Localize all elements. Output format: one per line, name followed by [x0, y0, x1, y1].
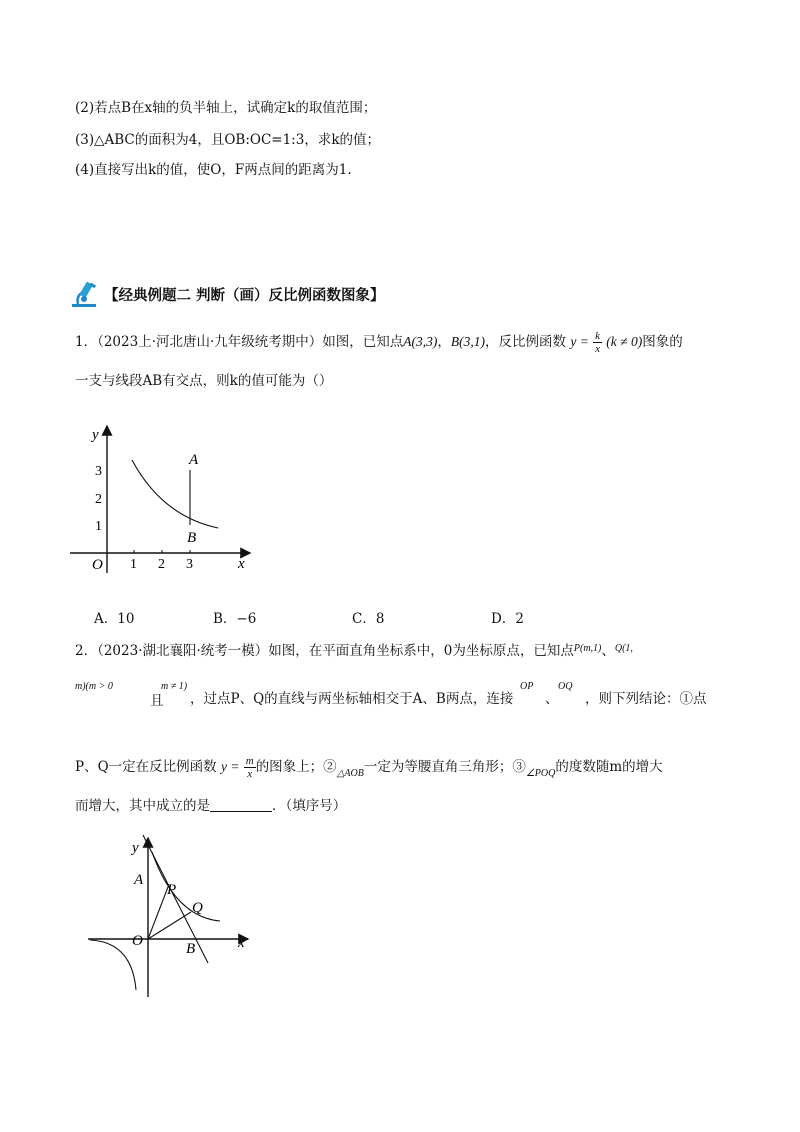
line-3-mid-2: 一定为等腰直角三角形；③: [363, 759, 526, 775]
and-word: 且: [150, 693, 164, 709]
x-tick-label-1: 1: [130, 557, 137, 572]
segment-oq: OQ: [558, 681, 573, 692]
triangle-aob: △AOB: [336, 768, 364, 779]
point-p-label: P: [167, 882, 177, 898]
fraction-numerator-2: m: [245, 755, 254, 767]
option-b: B．−6: [213, 611, 257, 627]
line-3-end: 的度数随m的增大: [555, 759, 663, 775]
question-4-text: (4)直接写出k的值，使O，F两点间的距离为1.: [75, 162, 352, 178]
point-a-label-2: A: [134, 872, 144, 888]
microscope-icon: [70, 279, 100, 309]
problem-2-line-3: [75, 755, 663, 783]
fraction-denominator: x: [595, 343, 600, 355]
segment-op-line: [148, 887, 168, 939]
point-a-coord: A(3,3): [403, 334, 438, 349]
separator-2: 、: [545, 691, 559, 707]
y-tick-label-2: 2: [95, 492, 102, 507]
point-q-label: Q: [192, 900, 203, 916]
fraction-denominator-2: x: [247, 768, 253, 780]
problem-2-source: 2．（2023·湖北襄阳·统考一模）如图，在平面直角坐标系中，0为坐标原点，已知点: [75, 643, 574, 659]
x-axis-label: x: [238, 556, 245, 572]
separator: 、: [601, 643, 615, 659]
point-b-label-2: B: [186, 941, 196, 957]
problem-1-graph: [70, 418, 260, 578]
point-q-coord: Q(1,: [614, 643, 633, 654]
x-axis-label-2: x: [238, 935, 245, 951]
fraction-numerator: k: [595, 330, 600, 342]
line-4-end: ．（填序号）: [272, 798, 347, 814]
y-tick-label-3: 3: [95, 464, 102, 479]
function-fraction-2: [244, 755, 256, 780]
line-3-mid: 的图象上；②: [255, 759, 337, 775]
conclusion-intro: ，则下列结论：①点: [585, 691, 707, 707]
x-tick-label-3: 3: [186, 557, 193, 572]
line-4-start: 而增大，其中成立的是: [75, 798, 210, 814]
x-tick-label-2: 2: [158, 557, 165, 572]
problem-1-mid: ，反比例函数: [485, 334, 567, 350]
y-axis-label: y: [92, 427, 99, 443]
function-y: y =: [570, 334, 589, 349]
point-b-coord: B(3,1): [450, 334, 486, 349]
problem-2-connect: ，过点P、Q的直线与两坐标轴相交于A、B两点，连接: [190, 691, 514, 707]
option-d: D．2: [491, 611, 524, 627]
segment-op: OP: [520, 681, 534, 692]
condition-m: m)(m > 0: [75, 681, 113, 692]
hyperbola-branch-1: [152, 852, 220, 921]
y-axis-label-2: y: [132, 840, 139, 856]
section-title: 【经典例题二 判断（画）反比例函数图象】: [104, 287, 385, 304]
separator: ，: [437, 334, 451, 350]
origin-label-2: O: [132, 933, 143, 949]
problem-1-suffix: 图象的: [642, 334, 683, 350]
condition-m-ne-1: m ≠ 1): [161, 681, 188, 692]
line-3-start: P、Q一定在反比例函数: [75, 759, 217, 775]
hyperbola-branch-3: [90, 940, 136, 990]
angle-poq: ∠POQ: [525, 768, 556, 779]
function-fraction: [593, 330, 602, 355]
line-pq: [143, 835, 208, 963]
option-c: C．8: [352, 611, 385, 627]
problem-1-source: 1．（2023上·河北唐山·九年级统考期中）如图，已知点: [75, 334, 404, 350]
function-y-2: y =: [220, 759, 240, 774]
question-2-text: (2)若点B在x轴的负半轴上，试确定k的取值范围；: [75, 100, 377, 116]
problem-2-line-4: [75, 797, 346, 815]
function-condition: (k ≠ 0): [606, 334, 643, 349]
point-a-label: A: [189, 452, 199, 468]
question-3-text: (3)△ABC的面积为4，且OB:OC=1:3，求k的值；: [75, 132, 380, 148]
origin-label: O: [92, 557, 103, 573]
y-tick-label-1: 1: [95, 519, 102, 534]
problem-2-line-1: [75, 640, 633, 660]
problem-1-line-2: 一支与线段AB有交点，则k的值可能为（）: [75, 373, 333, 389]
answer-blank[interactable]: [210, 799, 272, 812]
problem-1-line-1: [75, 330, 683, 355]
problem-2-graph: [80, 832, 260, 1002]
point-b-label: B: [187, 530, 197, 546]
point-p-coord: P(m,1): [573, 643, 602, 654]
section-heading: [70, 278, 385, 310]
hyperbola-curve: [132, 460, 218, 528]
option-a: A．10: [94, 611, 135, 627]
segment-oq-line: [148, 912, 191, 939]
